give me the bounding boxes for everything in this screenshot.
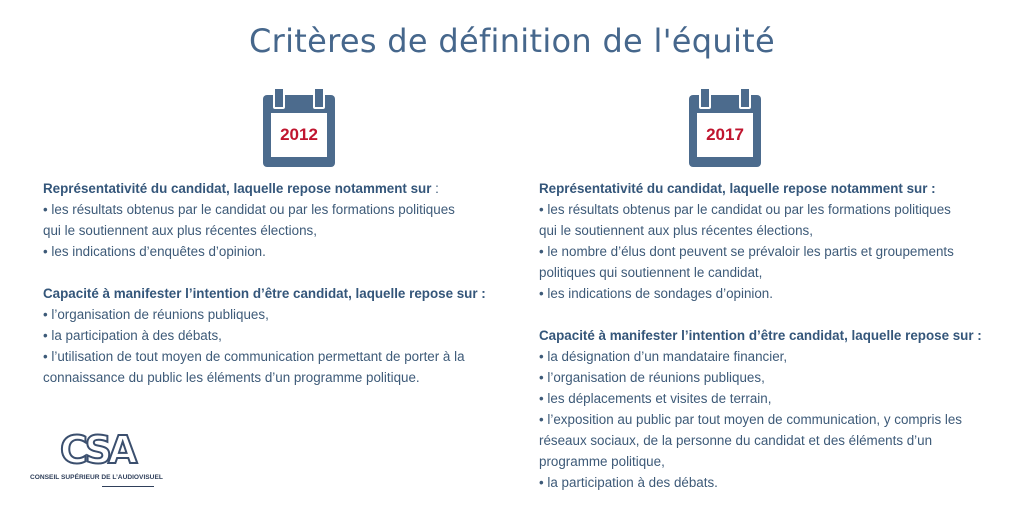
year-label-right: 2017	[706, 125, 744, 144]
criteria-2017	[539, 178, 1009, 493]
list-item: politiques qui soutiennent le candidat,	[539, 265, 763, 280]
list-item: • les indications d’enquêtes d’opinion.	[43, 244, 266, 259]
list-item: • l’utilisation de tout moyen de communication permettant de porter à la	[43, 349, 465, 364]
section-heading: Représentativité du candidat, laquelle repose notamment sur :	[43, 181, 439, 196]
list-item: • la désignation d’un mandataire financier,	[539, 349, 788, 364]
list-item: • la participation à des débats,	[43, 328, 222, 343]
section-heading: Capacité à manifester l’intention d’être candidat, laquelle repose sur :	[43, 286, 486, 301]
list-item: connaissance du public les éléments d’un programme politique.	[43, 370, 420, 385]
list-item: • le nombre d’élus dont peuvent se prévaloir les partis et groupements	[539, 244, 954, 259]
list-item: qui le soutiennent aux plus récentes élections,	[43, 223, 317, 238]
logo-letters: CSA	[60, 428, 134, 472]
page-title: Critères de définition de l'équité	[248, 22, 776, 60]
list-item: • les résultats obtenus par le candidat ou par les formations politiques	[43, 202, 455, 217]
csa-logo	[30, 428, 175, 494]
list-item: • la participation à des débats.	[539, 475, 718, 490]
list-item: • les résultats obtenus par le candidat ou par les formations politiques	[539, 202, 951, 217]
logo-caption: CONSEIL SUPÉRIEUR DE L’AUDIOVISUEL	[30, 474, 163, 481]
section-heading: Capacité à manifester l’intention d’être candidat, laquelle repose sur :	[539, 328, 982, 343]
list-item: programme politique,	[539, 454, 665, 469]
criteria-2012	[43, 178, 503, 388]
calendar-icon	[689, 87, 761, 167]
calendar-icon	[263, 87, 335, 167]
section-heading: Représentativité du candidat, laquelle repose notamment sur :	[539, 181, 936, 196]
list-item: • les indications de sondages d’opinion.	[539, 286, 773, 301]
list-item: • l’organisation de réunions publiques,	[43, 307, 269, 322]
year-label-left: 2012	[280, 125, 318, 144]
list-item: • les déplacements et visites de terrain,	[539, 391, 772, 406]
list-item: réseaux sociaux, de la personne du candidat et des éléments d’un	[539, 433, 933, 448]
list-item: qui le soutiennent aux plus récentes élections,	[539, 223, 813, 238]
list-item: • l’exposition au public par tout moyen de communication, y compris les	[539, 412, 962, 427]
list-item: • l’organisation de réunions publiques,	[539, 370, 765, 385]
logo-underline	[102, 486, 154, 487]
